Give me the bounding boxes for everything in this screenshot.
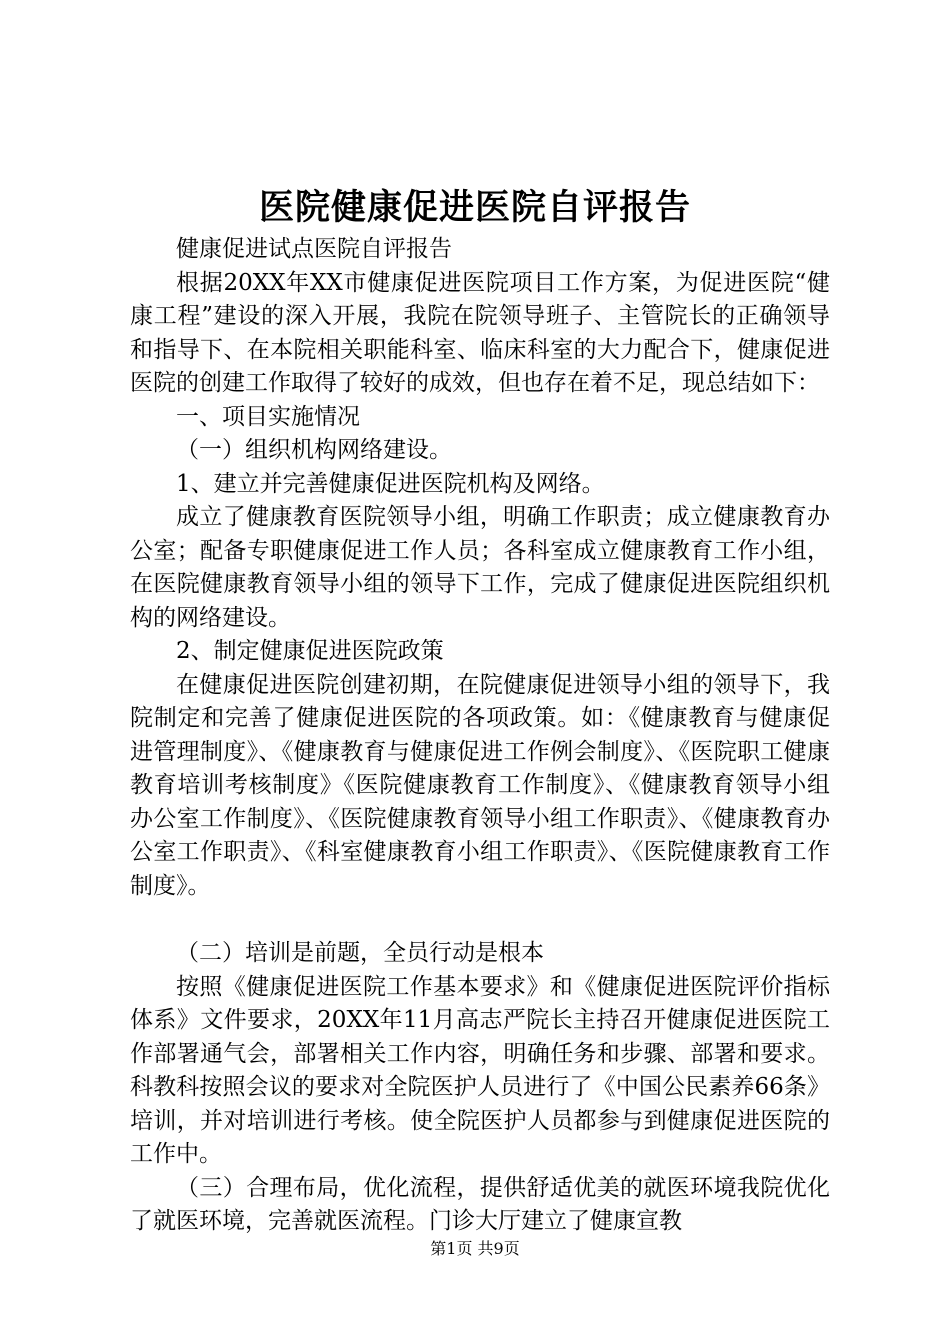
heading-item-2: 2、制定健康促进医院政策 (176, 638, 444, 664)
paragraph-training: 按照《健康促进医院工作基本要求》和《健康促进医院评价指标体系》文件要求，20XX年11月高志严院长主持召开健康促进医院工作部署通气会，部署相关工作内容，明确任务和步骤、部署和要求。科教科按照会议的要求对全院医护人员进行了《中国公民素养66条》培训，并对培训进行考核。使全院医护人员都参与到健康促进医院的工作中。 (130, 973, 830, 1167)
paragraph-org-network: 成立了健康教育医院领导小组，明确工作职责；成立健康教育办公室；配备专职健康促进工作人员；各科室成立健康教育工作小组，在医院健康教育领导小组的领导下工作，完成了健康促进医院组织机构的网络建设。 (130, 504, 830, 631)
document-title: 医院健康促进医院自评报告 (258, 187, 691, 228)
paragraph-policies: 在健康促进医院创建初期，在院健康促进领导小组的领导下，我院制定和完善了健康促进医院的各项政策。如：《健康教育与健康促进管理制度》、《健康教育与健康促进工作例会制度》、《医院职工健康教育培训考核制度》《医院健康教育工作制度》、《健康教育领导小组办公室工作制度》、《医院健康教育领导小组工作职责》、《健康教育办公室工作职责》、《科室健康教育小组工作职责》、《医院健康教育工作制度》。 (130, 671, 830, 899)
paragraph-gap (130, 903, 830, 937)
heading-item-1: 1、建立并完善健康促进医院机构及网络。 (176, 470, 605, 497)
heading-subsection-1: （一）组织机构网络建设。 (176, 437, 452, 463)
paragraph-subtitle: 健康促进试点医院自评报告 (176, 236, 452, 262)
page-footer: 第1页 共9页 (430, 1239, 520, 1258)
paragraph-layout: （三）合理布局，优化流程，提供舒适优美的就医环境我院优化了就医环境，完善就医流程。门诊大厅建立了健康宣教 (130, 1174, 830, 1234)
heading-section-1: 一、项目实施情况 (176, 403, 360, 430)
paragraph-intro: 根据20XX年XX市健康促进医院项目工作方案，为促进医院“健康工程”建设的深入开展，我院在院领导班子、主管院长的正确领导和指导下、在本院相关职能科室、临床科室的大力配合下，健康促进医院的创建工作取得了较好的成效，但也存在着不足，现总结如下： (130, 269, 830, 396)
heading-subsection-2: （二）培训是前题，全员行动是根本 (176, 940, 544, 966)
document-body (130, 233, 830, 1239)
